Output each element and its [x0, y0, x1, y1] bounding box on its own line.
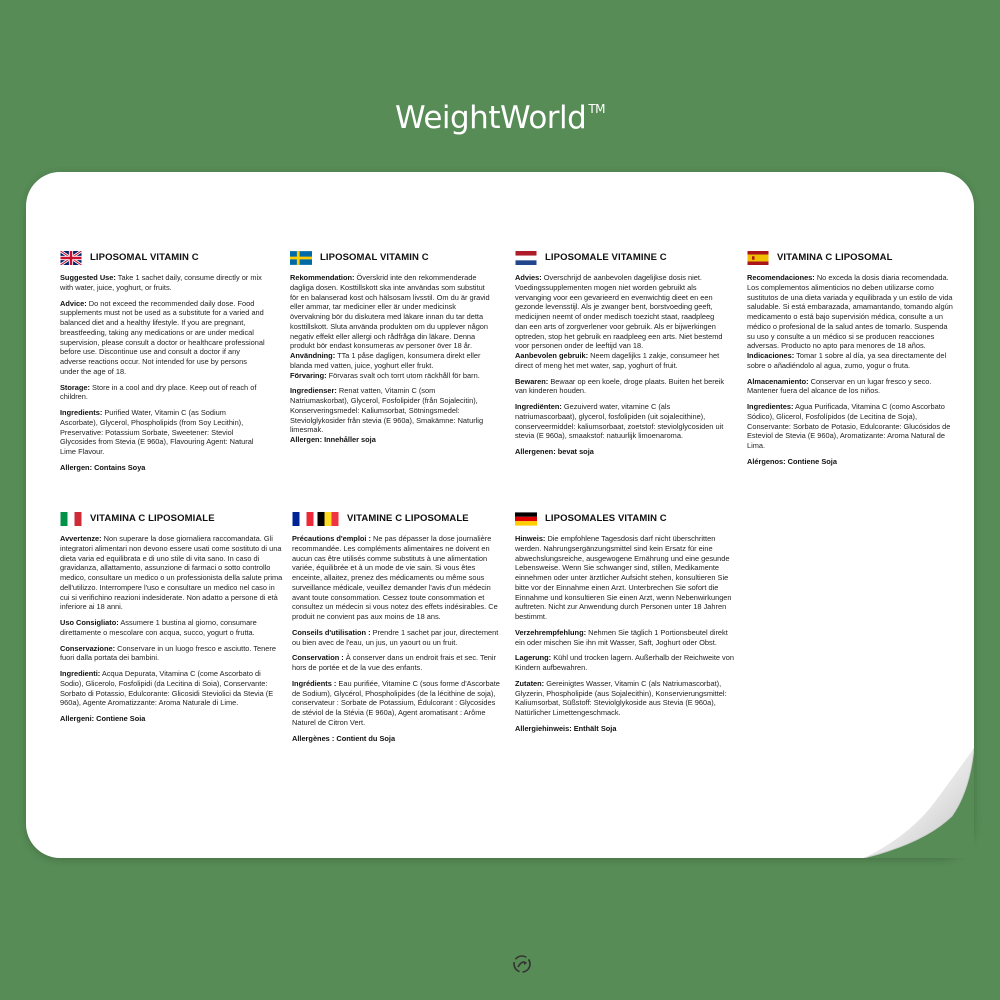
paragraph-text: Take 1 sachet daily, consume directly or mix with water, juice, yoghurt, or fruits.	[60, 273, 262, 292]
paragraph-text: Tomar 1 sobre al día, ya sea directamente del sobre o añadiéndolo al agua, zumo, yogur o fruta.	[747, 351, 947, 370]
paragraph-text: À conserver dans un endroit frais et sec. Tenir hors de portée et de la vue des enfants.	[292, 653, 497, 673]
section-paragraph	[515, 534, 738, 622]
section-paragraph	[292, 534, 504, 622]
germany-flag-icon	[515, 512, 537, 526]
paragraph-label: Almacenamiento:	[747, 376, 809, 386]
section-paragraph	[292, 679, 504, 728]
paragraph-text: Assumere 1 bustina al giorno, consumare direttamente o mescolare con acqua, succo, yogurt o frutta.	[60, 618, 257, 637]
sweden-flag-icon	[290, 251, 312, 265]
paragraph-label: Advice:	[60, 298, 87, 308]
uk-flag-icon	[60, 251, 82, 265]
paragraph-label: Hinweis:	[515, 534, 546, 543]
section-paragraph	[515, 273, 726, 351]
paragraph-label: Allergenen: bevat soja	[515, 447, 594, 457]
paragraph-label: Ingredienser:	[290, 386, 337, 396]
paragraph-label: Allergènes : Contient du Soja	[292, 733, 396, 743]
section-title: LIPOSOMAL VITAMIN C	[90, 251, 199, 263]
section-paragraph	[515, 724, 738, 734]
paragraph-text: Renat vatten, Vitamin C (som Natriumaskorbat), Glycerol, Fosfolipider (från Sojalecitin), Konserveringsmedel: Kaliumsorbat, Sötningsmedel: Steviolglykosider från stevia (E 960a), Smakämne: Naturlig limesmak.	[290, 386, 484, 435]
paragraph-text: Gezuiverd water, vitamine C (als natriumascorbaat), glycerol, fosfolipiden (uit sojalecithine), conserveermiddel: kaliumsorbaat, zoetstof: steviolglycosiden uit stevia (E 960a), smaakstof: natuurlijk limoenaroma.	[515, 402, 724, 441]
section-paragraph	[292, 734, 504, 744]
section-paragraph	[60, 299, 265, 377]
paragraph-text: Do not exceed the recommended daily dose. Food supplements must not be used as a substitute for a varied and balanced diet and a healthy lifestyle. If you are pregnant, breastfeeding, taking any medications or are under medical supervision, please consult a doctor or healthcare professional before use. Discontinue use and consult a doctor if any adverse reactions occur. Not intended for use by persons under the age of 18.	[60, 298, 265, 376]
paragraph-label: Conservazione:	[60, 643, 116, 653]
section-body	[515, 273, 726, 457]
paragraph-text: Kühl und trocken lagern. Außerhalb der Reichweite von Kindern aufbewahren.	[515, 653, 734, 673]
section-body	[292, 534, 504, 744]
section-paragraph	[747, 377, 957, 397]
paragraph-label: Allergeni: Contiene Soia	[60, 714, 146, 724]
section-nl	[515, 250, 726, 463]
paragraph-text: Neem dagelijks 1 zakje, consumeer het direct of meng het met water, sap, yoghurt of fruit.	[515, 351, 720, 370]
section-paragraph	[515, 402, 726, 441]
paragraph-label: Ingredienti:	[60, 669, 101, 679]
paragraph-text: Bewaar op een koele, droge plaats. Buiten het bereik van kinderen houden.	[515, 376, 725, 396]
paragraph-label: Uso Consigliato:	[60, 618, 119, 628]
paragraph-text: Conservar en un lugar fresco y seco. Mantener fuera del alcance de los niños.	[747, 376, 932, 396]
paragraph-label: Lagerung:	[515, 653, 552, 663]
section-paragraph	[290, 435, 494, 445]
paragraph-text: Purified Water, Vitamin C (as Sodium Ascorbate), Glycerol, Phospholipids (from Soy Lecithin), Preservative: Potassium Sorbate, Sweetener: Steviol Glycosides from Stevia (E 960a), Flavouring Agent: Natural Lime Flavour.	[60, 408, 254, 457]
section-paragraph	[60, 644, 283, 664]
section-paragraph	[60, 273, 265, 293]
section-paragraph	[60, 383, 265, 403]
section-en	[60, 250, 265, 479]
paragraph-label: Verzehrempfehlung:	[515, 627, 587, 637]
section-body	[60, 534, 283, 724]
paragraph-label: Précautions d'emploi :	[292, 534, 371, 543]
paragraph-label: Allergen: Contains Soya	[60, 463, 146, 473]
section-paragraph	[747, 402, 957, 451]
section-paragraph	[290, 351, 494, 371]
paragraph-text: Eau purifiée, Vitamine C (sous forme d'Ascorbate de Sodium), Glycérol, Phospholipides (de la lécithine de soja), conservateur : Sorbate de Potassium, Édulcorant : Glycosides de stéviol de la Stévia (E 960a), Agent aromatisant : Arôme Naturel de Citron Vert.	[292, 678, 500, 728]
section-paragraph	[515, 351, 726, 371]
section-title: VITAMINE C LIPOSOMALE	[347, 512, 469, 524]
section-paragraph	[292, 628, 504, 648]
paragraph-label: Ingredientes:	[747, 402, 794, 412]
section-paragraph	[747, 457, 957, 467]
paragraph-label: Advies:	[515, 273, 542, 282]
paragraph-text: Overschrijd de aanbevolen dagelijkse dosis niet. Voedingssupplementen mogen niet worden gebruikt als vervanging voor een gevarieerd en evenwichtig dieet en een gezonde levensstijl. Als je zwanger bent, borstvoeding geeft, medicijnen neemt of onder medisch toezicht staat, raadpleeg dan een arts of zorgverlener voor gebruik. Als er bijwerkingen optreden, stop het gebruik en raadpleeg een arts. Niet bestemd voor personen onder de leeftijd van 18.	[515, 273, 723, 351]
paragraph-label: Ingredients:	[60, 408, 103, 418]
brand-name: WeightWorld	[394, 100, 587, 136]
paragraph-label: Rekommendation:	[290, 273, 355, 282]
paragraph-text: Nehmen Sie täglich 1 Portionsbeutel direkt ein oder mischen Sie ihn mit Wasser, Saft, Joghurt oder Obst.	[515, 627, 728, 647]
label-card	[26, 172, 974, 858]
brand-logo	[0, 100, 1000, 136]
paragraph-label: Indicaciones:	[747, 351, 795, 361]
paragraph-label: Aanbevolen gebruik:	[515, 351, 589, 361]
section-paragraph	[515, 447, 726, 457]
recycle-hand-icon	[512, 954, 532, 974]
paragraph-text: No exceda la dosis diaria recomendada. Los complementos alimenticios no deben utilizarse como sustitutos de una dieta variada y equilibrada y un estilo de vida saludable. Si está embarazada, amamantando, tomando algún medicamento o está bajo supervisión médica, consulte a un médico o profesional de la salud antes de tomarlo. Suspenda su uso y consulte a un médico si se producen reacciones adversas. Producto no apto para menores de 18 años.	[747, 273, 953, 351]
paragraph-text: Acqua Depurata, Vitamina C (come Ascorbato di Sodio), Glicerolo, Fosfolipidi (da Lecitina di Soia), Conservante: Sorbato di Potassio, Edulcorante: Glicosidi Steviolici da Stevia (E 960a), Agente Aromatizzante: Aroma Naturale di Lime.	[60, 669, 274, 708]
paragraph-text: Store in a cool and dry place. Keep out of reach of children.	[60, 382, 257, 402]
paragraph-text: Ne pas dépasser la dose journalière recommandée. Les compléments alimentaires ne doivent en aucun cas être utilisés comme substituts à une alimentation variée, équilibrée et à un mode de vie sain. Si vous êtes enceinte, allaitez, prenez des médicaments ou même sous surveillance médicale, veuillez demander l'avis d'un médecin avant toute consommation. Cessez toute consommation et consultez un médecin si vous notez des effets indésirables. Ce produit ne convient pas aux moins de 18 ans.	[292, 534, 498, 622]
section-title: LIPOSOMALES VITAMIN C	[545, 512, 667, 524]
section-paragraph	[515, 628, 738, 648]
section-it	[60, 511, 283, 730]
paragraph-label: Användning:	[290, 351, 336, 361]
trademark-mark: TM	[588, 102, 606, 116]
section-title: VITAMINA C LIPOSOMIALE	[90, 512, 215, 524]
section-paragraph	[515, 377, 726, 397]
section-body	[290, 273, 494, 445]
paragraph-text: Agua Purificada, Vitamina C (como Ascorbato Sódico), Glicerol, Fosfolípidos (de Lecitina de Soja), Conservante: Sorbato de Potasio, Edulcorante: Glucósidos de Esteviol de Stevia (E 960a), Aromatizante: Aroma Natural de Lima.	[747, 402, 951, 451]
paragraph-label: Suggested Use:	[60, 273, 116, 282]
paragraph-label: Bewaren:	[515, 376, 549, 386]
paragraph-text: Die empfohlene Tagesdosis darf nicht überschritten werden. Nahrungsergänzungsmittel sind kein Ersatz für eine abwechslungsreiche, ausgewogene Ernährung und eine gesunde Lebensweise. Wenn Sie schwanger sind, stillen, Medikamente einnehmen oder unter ärztlicher Aufsicht stehen, konsultieren Sie bitte vor der Einnahme einen Arzt. Unterbrechen Sie sofort die Einnahme und konsultieren Sie einen Arzt, wenn Nebenwirkungen auftreten. Nicht zur Anwendung durch Personen unter 18 Jahren bestimmt.	[515, 534, 732, 622]
section-paragraph	[60, 408, 265, 457]
italy-flag-icon	[60, 512, 82, 526]
paragraph-label: Ingrédients :	[292, 678, 337, 688]
paragraph-label: Allergen: Innehåller soja	[290, 435, 376, 445]
section-body	[60, 273, 265, 473]
section-paragraph	[515, 679, 738, 718]
paragraph-label: Allergiehinweis: Enthält Soja	[515, 724, 617, 734]
paragraph-label: Recomendaciones:	[747, 273, 815, 282]
france-flag-icon	[292, 512, 314, 526]
section-paragraph	[60, 534, 283, 612]
paragraph-text: Non superare la dose giornaliera raccomandata. Gli integratori alimentari non devono essere usati come sostituto di una dieta varia ed equilibrata e di uno stile di vita sano. In caso di gravidanza, allattamento, assunzione di farmaci o sotto controllo medico, consultare un medico o un professionista della salute prima dell'utilizzo. Interrompere l'uso e consultare un medico nel caso in cui si verifichino reazioni indesiderate. Non adatto a persone di età inferiore ai 18 anni.	[60, 534, 283, 612]
paragraph-text: Gereinigtes Wasser, Vitamin C (als Natriumascorbat), Glyzerin, Phospholipide (aus Sojalecithin), Konservierungsmittel: Kaliumsorbat, Süßstoff: Steviolglykoside aus Stevia (E 960a), Natürlicher Limettengeschmack.	[515, 678, 727, 718]
paragraph-label: Alérgenos: Contiene Soja	[747, 457, 837, 467]
paragraph-label: Storage:	[60, 382, 90, 392]
paragraph-text: Prendre 1 sachet par jour, directement ou bien avec de l'eau, un jus, un yaourt ou un fruit.	[292, 627, 499, 647]
section-body	[515, 534, 738, 734]
section-paragraph	[290, 386, 494, 435]
paragraph-label: Zutaten:	[515, 678, 545, 688]
spain-flag-icon	[747, 251, 769, 265]
paragraph-text: Överskrid inte den rekommenderade dagliga dosen. Kosttillskott ska inte användas som substitut för en balanserad kost och hälsosam livsstil. Om du är gravid eller ammar, tar mediciner eller är under medicinsk övervakning bör du diskutera med läkare innan du tar detta kosttillskott. Sluta använda produkten om du upplever någon negativ effekt eller allergi och rådfråga din läkare. Denna produkt bör endast konsumeras av personer över 18 år.	[290, 273, 490, 351]
section-paragraph	[60, 669, 283, 708]
paragraph-text: Förvaras svalt och torrt utom räckhåll för barn.	[326, 370, 480, 380]
section-paragraph	[747, 351, 957, 371]
section-de	[515, 511, 738, 740]
section-title: LIPOSOMALE VITAMINE C	[545, 251, 667, 263]
section-paragraph	[60, 618, 283, 638]
netherlands-flag-icon	[515, 251, 537, 265]
section-title: VITAMINA C LIPOSOMAL	[777, 251, 893, 263]
page-curl	[864, 748, 974, 858]
paragraph-label: Conseils d'utilisation :	[292, 627, 371, 637]
section-body	[747, 273, 957, 467]
paragraph-label: Conservation :	[292, 653, 344, 663]
section-title: LIPOSOMAL VITAMIN C	[320, 251, 429, 263]
section-paragraph	[292, 653, 504, 673]
section-es	[747, 250, 957, 473]
section-paragraph	[60, 463, 265, 473]
section-sv	[290, 250, 494, 451]
section-paragraph	[290, 273, 494, 351]
section-paragraph	[515, 653, 738, 673]
section-paragraph	[747, 273, 957, 351]
paragraph-label: Ingrediënten:	[515, 402, 562, 412]
belgium-flag-icon	[317, 512, 339, 526]
section-paragraph	[290, 371, 494, 381]
paragraph-text: Conservare in un luogo fresco e asciutto. Tenere fuori dalla portata dei bambini.	[60, 643, 276, 663]
section-paragraph	[60, 714, 283, 724]
paragraph-text: TTa 1 påse dagligen, konsumera direkt eller blanda med vatten, juice, yoghurt eller frukt.	[290, 351, 481, 370]
section-fr	[292, 511, 504, 750]
paragraph-label: Avvertenze:	[60, 534, 102, 543]
paragraph-label: Förvaring:	[290, 370, 327, 380]
